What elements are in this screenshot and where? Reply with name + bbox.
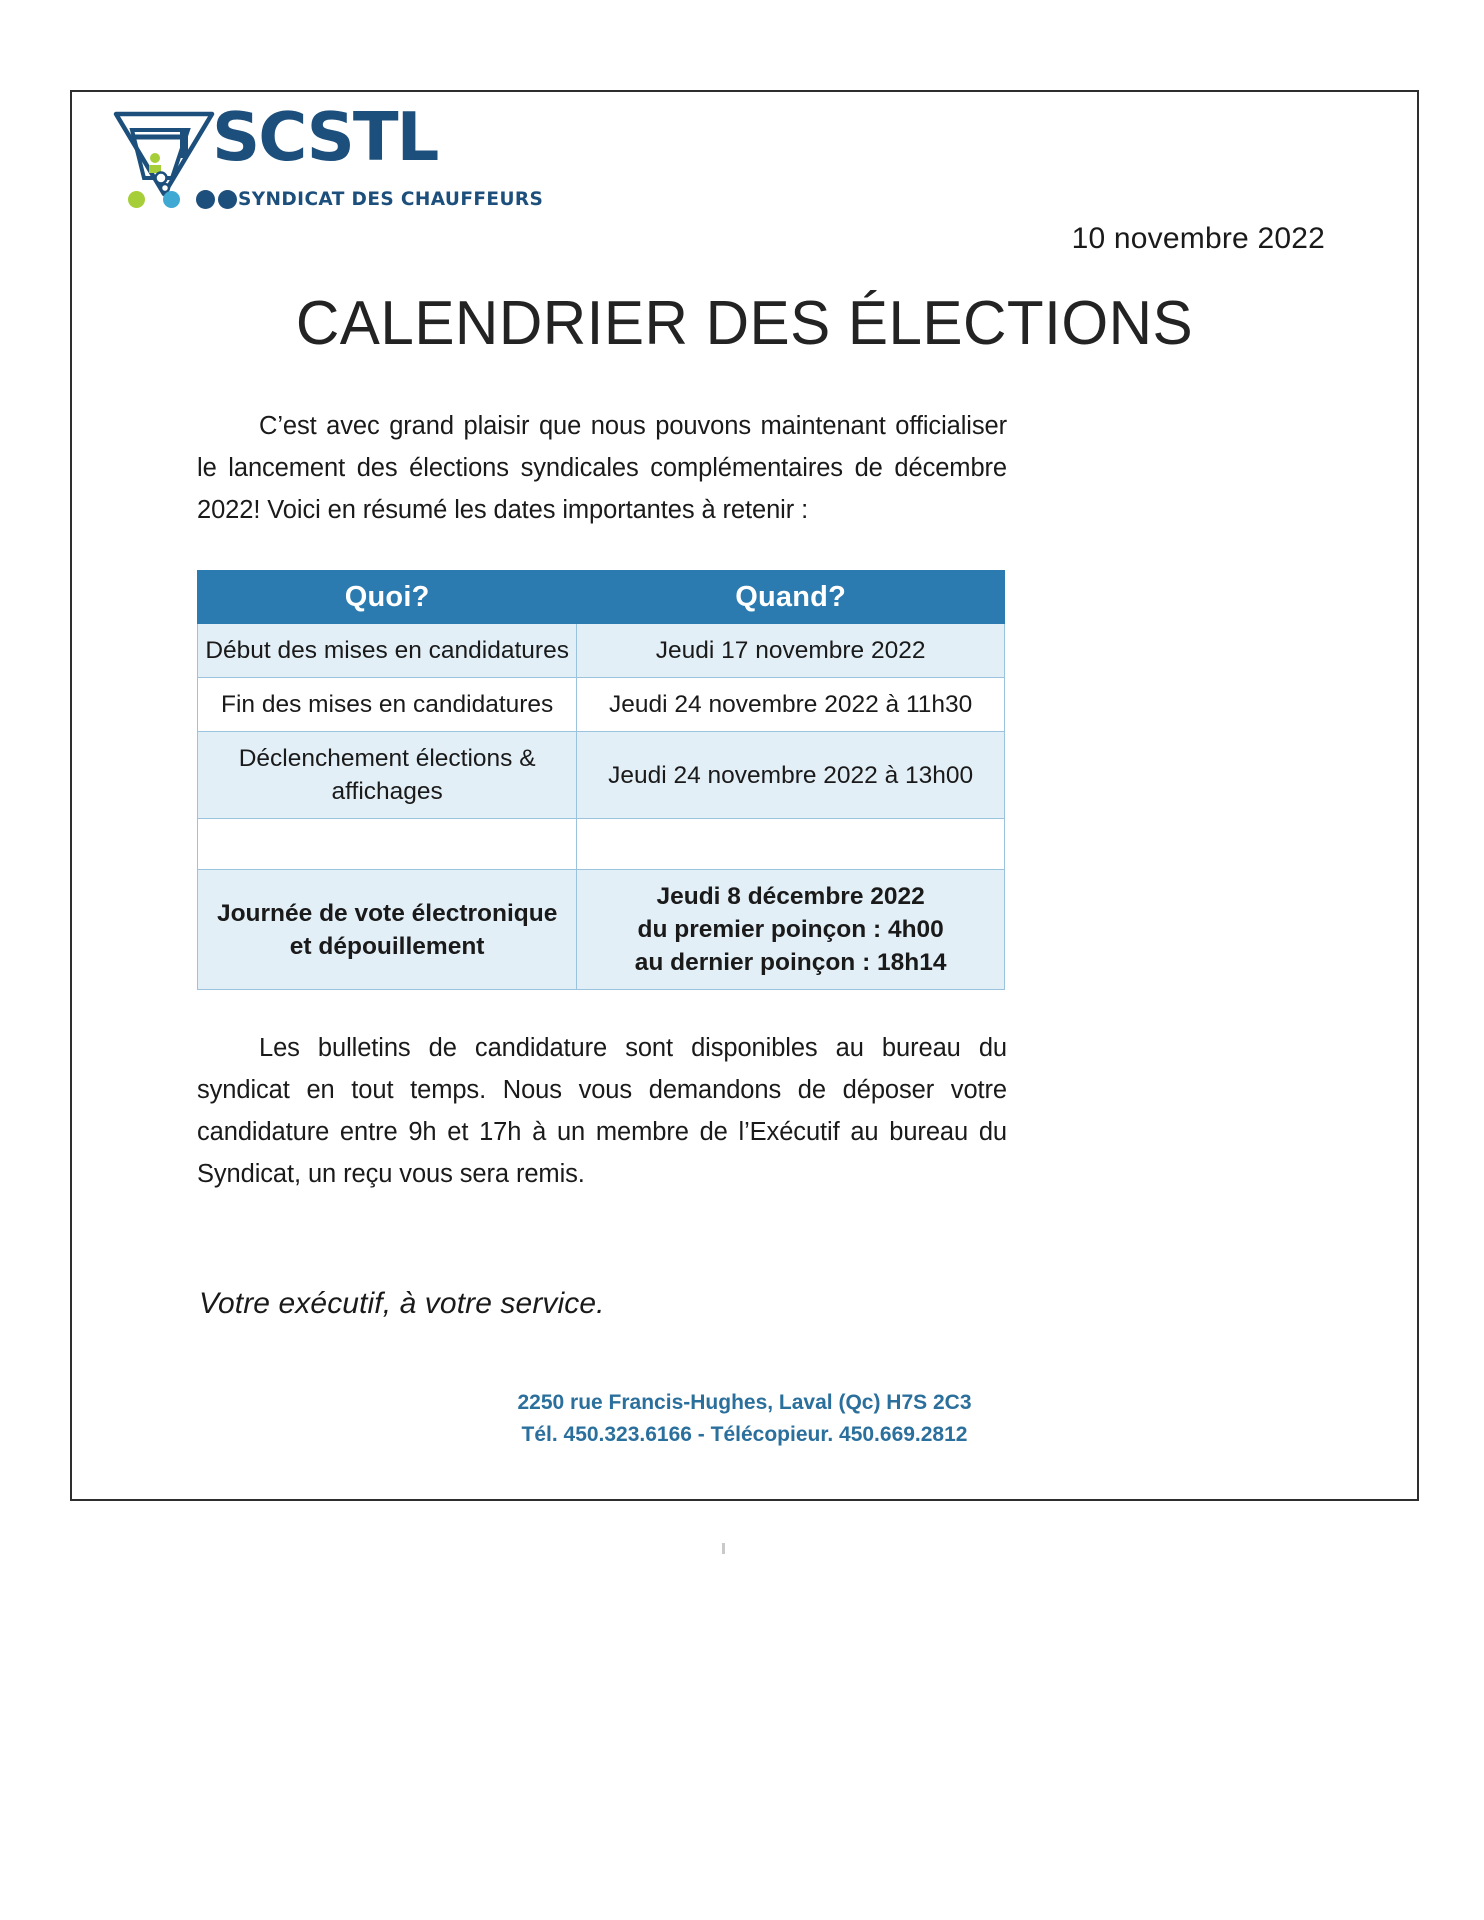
logo-tagline: SYNDICAT DES CHAUFFEURS [238, 189, 544, 210]
brand-dot-blue-1 [196, 190, 215, 209]
cell-when-line2: du premier poinçon : 4h00 [637, 916, 944, 943]
cell-what-empty [198, 819, 577, 870]
footer-address: 2250 rue Francis-Hughes, Laval (Qc) H7S 2C3 [517, 1391, 972, 1414]
table-row [198, 678, 1005, 732]
document-date: 10 novembre 2022 [1071, 222, 1325, 255]
scan-artifact [722, 1543, 725, 1554]
cell-when-line1: Jeudi 8 décembre 2022 [656, 883, 925, 910]
cell-what [198, 870, 577, 990]
cell-what-line1: Journée de vote électronique [216, 899, 558, 927]
page-title: CALENDRIER DES ÉLECTIONS [295, 289, 1194, 358]
logo [110, 98, 470, 198]
cell-what [198, 732, 577, 819]
election-schedule-table [197, 570, 1005, 990]
brand-dot-cyan [163, 191, 180, 208]
intro-paragraph: C’est avec grand plaisir que nous pouvons maintenant officialiser le lancement des élections syndicales complémentaires de décembre 2022! Voici en résumé les dates importantes à retenir : [197, 412, 1007, 524]
signature-line: Votre exécutif, à votre service. [199, 1287, 605, 1320]
footer-contact: Tél. 450.323.6166 - Télécopieur. 450.669.2812 [521, 1423, 968, 1446]
column-header-when: Quand? [577, 571, 1005, 624]
table-row [198, 624, 1005, 678]
cell-when: Jeudi 24 novembre 2022 à 11h30 [577, 678, 1005, 732]
cell-when [577, 870, 1005, 990]
brand-dot-green [128, 191, 145, 208]
cell-what-line2: et dépouillement [289, 932, 485, 960]
cell-when-empty [577, 819, 1005, 870]
cell-what-line1: Déclenchement élections & [238, 745, 536, 772]
cell-what: Fin des mises en candidatures [198, 678, 577, 732]
table-row [198, 732, 1005, 819]
cell-when: Jeudi 24 novembre 2022 à 13h00 [577, 732, 1005, 819]
logo-wordmark: SCSTL [212, 98, 438, 176]
cell-what-line2: affichages [331, 778, 443, 805]
brand-dot-blue-2 [218, 190, 237, 209]
funnel-ballot-box-icon [110, 106, 218, 198]
column-header-what: Quoi? [198, 571, 577, 624]
page-border-frame [70, 90, 1419, 1501]
bulletins-paragraph: Les bulletins de candidature sont disponibles au bureau du syndicat en tout temps. Nous vous demandons de déposer votre candidature entre 9h et 17h à un membre de l’Exécutif au bureau du Syndicat, un reçu vous sera remis. [197, 1034, 1007, 1188]
letterhead [110, 98, 544, 224]
table-header-row [198, 571, 1005, 624]
table-row [198, 870, 1005, 990]
cell-when-line3: au dernier poinçon : 18h14 [634, 949, 947, 976]
cell-when: Jeudi 17 novembre 2022 [577, 624, 1005, 678]
footer [72, 1387, 1417, 1451]
cell-what: Début des mises en candidatures [198, 624, 577, 678]
table-row-empty [198, 819, 1005, 870]
